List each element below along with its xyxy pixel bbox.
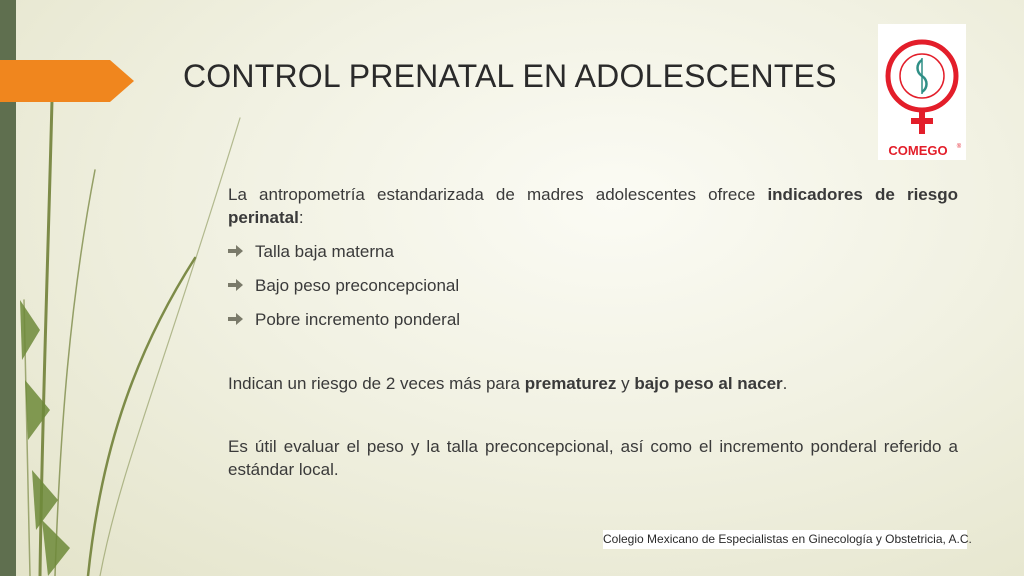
footer-credit: Colegio Mexicano de Especialistas en Ginecología y Obstetricia, A.C.: [603, 530, 967, 549]
svg-text:®: ®: [956, 144, 962, 150]
list-item: Bajo peso preconcepcional: [228, 274, 958, 297]
risk-paragraph: Indican un riesgo de 2 veces más para prematurez y bajo peso al nacer.: [228, 374, 788, 393]
right-arrow-bullet-icon: [228, 245, 243, 257]
slide-title: CONTROL PRENATAL EN ADOLESCENTES: [183, 58, 837, 94]
title-accent-shape: [0, 60, 134, 102]
intro-paragraph: La antropometría estandarizada de madres adolescentes ofrece indicadores de riesgo perinatal:: [228, 185, 958, 227]
right-arrow-bullet-icon: [228, 279, 243, 291]
right-arrow-bullet-icon: [228, 313, 243, 325]
intro-emphasis: indicadores de riesgo perinatal: [228, 185, 958, 227]
risk-indicator-list: [228, 240, 958, 331]
list-item: Talla baja materna: [228, 240, 958, 263]
evaluation-paragraph: Es útil evaluar el peso y la talla preconcepcional, así como el incremento ponderal referido a estándar local.: [228, 437, 958, 479]
comego-logo: [878, 24, 966, 160]
slide-body: [228, 183, 958, 481]
svg-text:COMEGO: COMEGO: [888, 143, 948, 158]
list-item: Pobre incremento ponderal: [228, 308, 958, 331]
